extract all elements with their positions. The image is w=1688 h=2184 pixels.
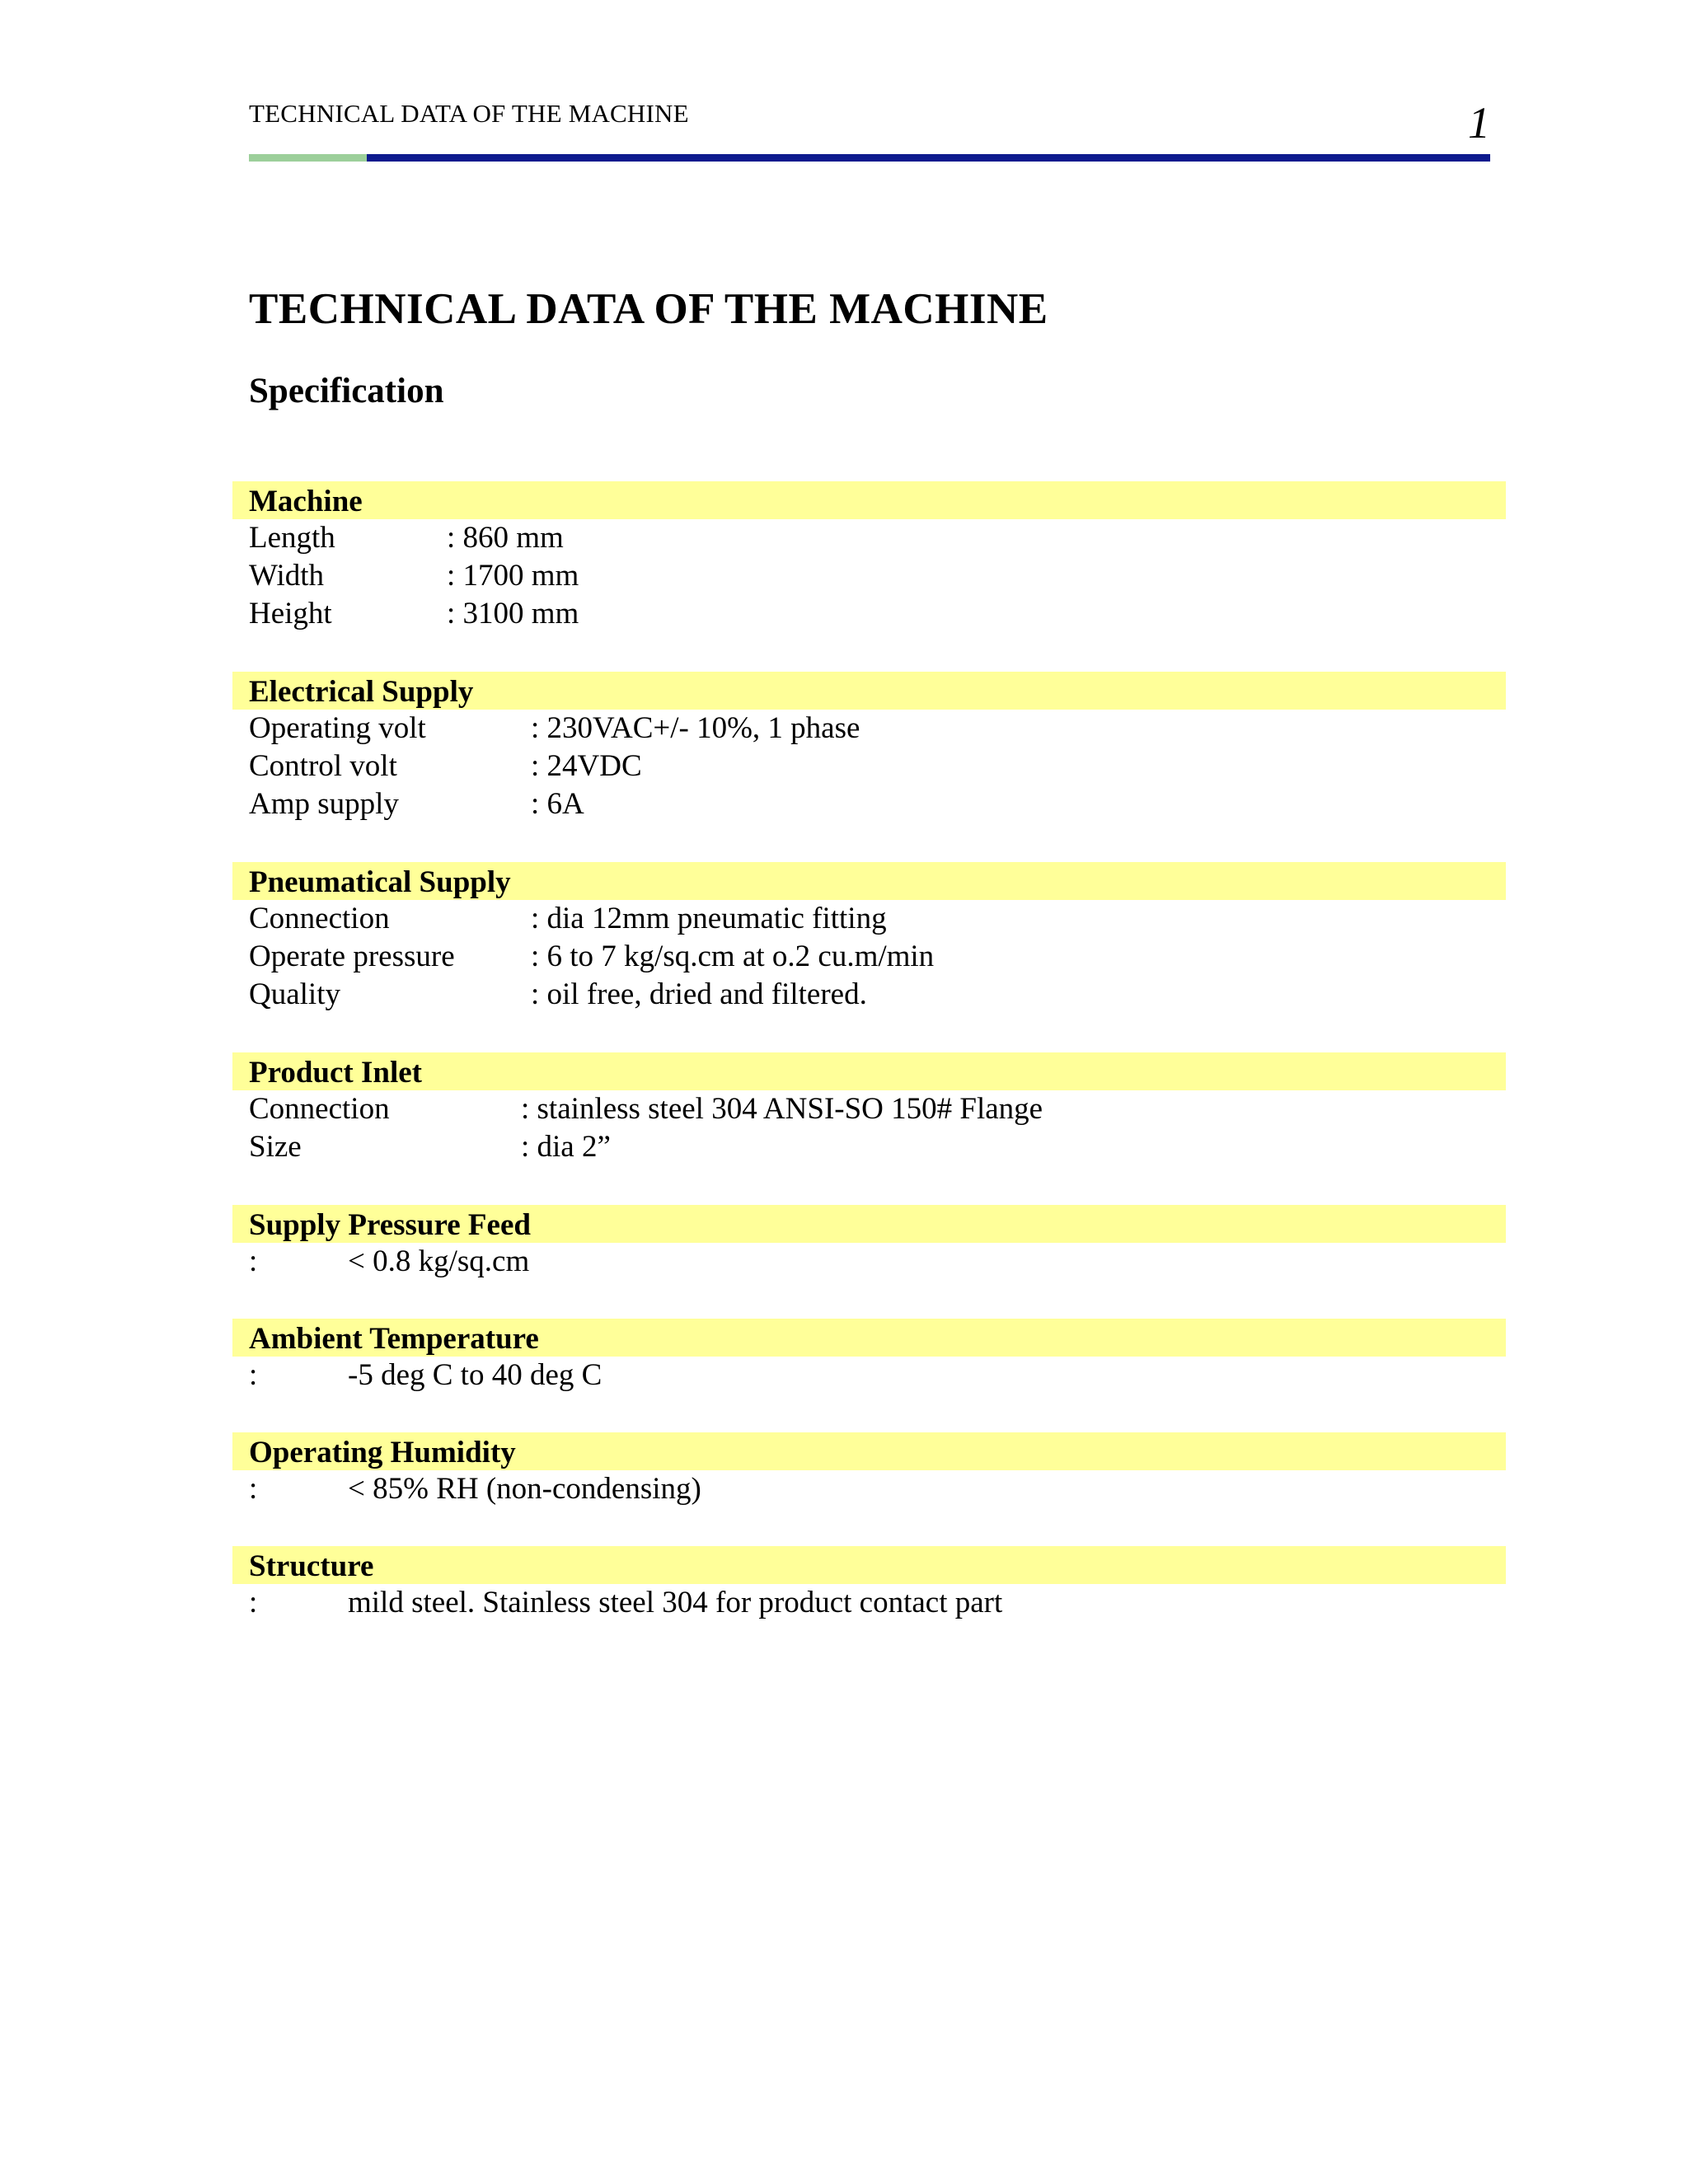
spec-value: : dia 2” xyxy=(521,1130,611,1164)
section-heading: Structure xyxy=(232,1546,1506,1584)
spec-value: : 6 to 7 kg/sq.cm at o.2 cu.m/min xyxy=(531,940,935,973)
running-header: TECHNICAL DATA OF THE MACHINE xyxy=(249,99,689,128)
spec-row xyxy=(249,976,1506,1014)
section-pneumatical-supply xyxy=(232,862,1506,1014)
section-heading: Supply Pressure Feed xyxy=(232,1205,1506,1243)
spec-label: : xyxy=(249,1586,258,1619)
spec-row xyxy=(249,710,1506,748)
section-rows xyxy=(232,1584,1506,1622)
spec-label: : xyxy=(249,1244,258,1278)
spec-row xyxy=(249,557,1506,595)
section-structure xyxy=(232,1546,1506,1622)
spec-value: < 85% RH (non-condensing) xyxy=(348,1472,701,1506)
spec-value: -5 deg C to 40 deg C xyxy=(348,1358,603,1392)
spec-row xyxy=(249,1090,1506,1128)
section-rows xyxy=(232,1243,1506,1281)
section-rows xyxy=(232,710,1506,823)
spec-label: Height xyxy=(249,597,332,630)
spec-row xyxy=(249,519,1506,557)
section-rows xyxy=(232,1357,1506,1394)
spec-label: Control volt xyxy=(249,749,397,783)
spec-row xyxy=(249,748,1506,785)
spec-label: Connection xyxy=(249,1092,390,1126)
section-machine xyxy=(232,481,1506,633)
spec-label: Operating volt xyxy=(249,711,426,745)
spec-row xyxy=(249,1470,1506,1508)
section-heading: Operating Humidity xyxy=(232,1432,1506,1470)
spec-row xyxy=(249,1128,1506,1166)
section-heading: Pneumatical Supply xyxy=(232,862,1506,900)
section-product-inlet xyxy=(232,1052,1506,1166)
section-rows xyxy=(232,900,1506,1014)
spec-row xyxy=(249,785,1506,823)
section-rows xyxy=(232,1090,1506,1166)
section-heading: Machine xyxy=(232,481,1506,519)
section-rows xyxy=(232,519,1506,633)
document-title: TECHNICAL DATA OF THE MACHINE xyxy=(249,285,1048,333)
spec-value: : stainless steel 304 ANSI-SO 150# Flange xyxy=(521,1092,1043,1126)
section-rows xyxy=(232,1470,1506,1508)
section-heading: Product Inlet xyxy=(232,1052,1506,1090)
header-rule-navy xyxy=(367,154,1490,162)
section-electrical-supply xyxy=(232,672,1506,823)
spec-label: Size xyxy=(249,1130,302,1164)
page-number: 1 xyxy=(1468,98,1490,148)
section-supply-pressure-feed xyxy=(232,1205,1506,1281)
spec-value: < 0.8 kg/sq.cm xyxy=(348,1244,530,1278)
spec-row xyxy=(249,1243,1506,1281)
spec-label: Amp supply xyxy=(249,787,399,821)
section-heading: Electrical Supply xyxy=(232,672,1506,710)
spec-label: : xyxy=(249,1472,258,1506)
header-rule-green xyxy=(249,154,367,162)
document-subtitle: Specification xyxy=(249,372,444,410)
section-ambient-temperature xyxy=(232,1319,1506,1394)
spec-value: : 860 mm xyxy=(447,521,564,555)
spec-value: : 3100 mm xyxy=(447,597,579,630)
spec-row xyxy=(249,1584,1506,1622)
spec-value: : 6A xyxy=(531,787,584,821)
spec-label: : xyxy=(249,1358,258,1392)
spec-row xyxy=(249,938,1506,976)
spec-row xyxy=(249,595,1506,633)
spec-label: Quality xyxy=(249,977,340,1011)
spec-row xyxy=(249,1357,1506,1394)
spec-value: : 24VDC xyxy=(531,749,642,783)
spec-label: Operate pressure xyxy=(249,940,455,973)
spec-value: mild steel. Stainless steel 304 for product contact part xyxy=(348,1586,1003,1619)
spec-value: : oil free, dried and filtered. xyxy=(531,977,867,1011)
spec-label: Connection xyxy=(249,902,390,935)
section-operating-humidity xyxy=(232,1432,1506,1508)
spec-value: : 1700 mm xyxy=(447,559,579,593)
spec-label: Width xyxy=(249,559,325,593)
section-heading: Ambient Temperature xyxy=(232,1319,1506,1357)
spec-row xyxy=(249,900,1506,938)
spec-value: : 230VAC+/- 10%, 1 phase xyxy=(531,711,860,745)
spec-label: Length xyxy=(249,521,335,555)
spec-value: : dia 12mm pneumatic fitting xyxy=(531,902,887,935)
